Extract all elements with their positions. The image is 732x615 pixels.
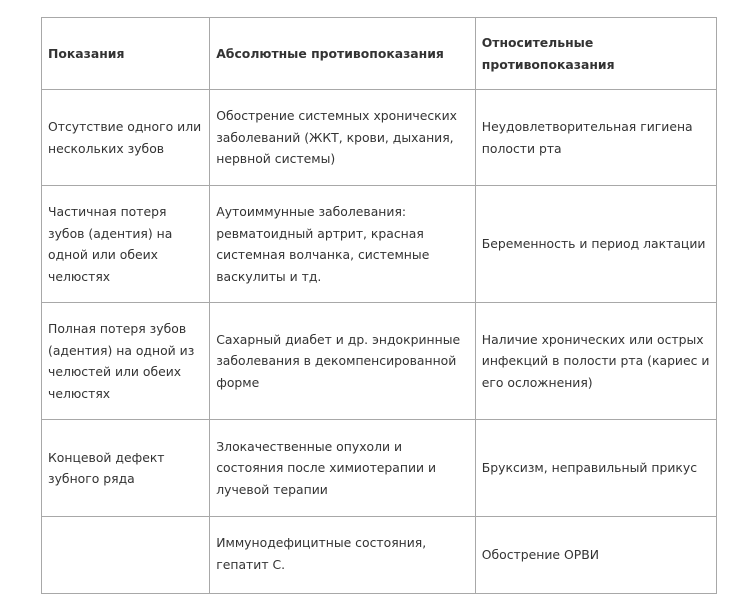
table-cell-absolute: Обострение системных хронических заболеваний (ЖКТ, крови, дыхания, нервной системы)	[210, 90, 476, 186]
table-cell-indication: Отсутствие одного или нескольких зубов	[42, 90, 210, 186]
table-cell-absolute: Злокачественные опухоли и состояния после химиотерапии и лучевой терапии	[210, 420, 476, 517]
table-row	[42, 90, 717, 186]
table-cell-indication: Концевой дефект зубного ряда	[42, 420, 210, 517]
table-cell-relative: Обострение ОРВИ	[475, 517, 716, 594]
header-indications: Показания	[42, 18, 210, 90]
header-absolute-contraindications: Абсолютные противопоказания	[210, 18, 476, 90]
table-cell-relative: Неудовлетворительная гигиена полости рта	[475, 90, 716, 186]
table-cell-absolute: Иммунодефицитные состояния, гепатит С.	[210, 517, 476, 594]
table-row	[42, 303, 717, 420]
table-cell-relative: Бруксизм, неправильный прикус	[475, 420, 716, 517]
table-cell-relative: Беременность и период лактации	[475, 186, 716, 303]
table-row	[42, 186, 717, 303]
table-cell-absolute: Аутоиммунные заболевания: ревматоидный артрит, красная системная волчанка, системные васкулиты и тд.	[210, 186, 476, 303]
table-row	[42, 420, 717, 517]
indications-table	[41, 17, 717, 594]
table-row	[42, 517, 717, 594]
table-cell-indication: Полная потеря зубов (адентия) на одной из челюстей или обеих челюстях	[42, 303, 210, 420]
table-cell-indication	[42, 517, 210, 594]
header-relative-contraindications: Относительные противопоказания	[475, 18, 716, 90]
table-cell-indication: Частичная потеря зубов (адентия) на одной или обеих челюстях	[42, 186, 210, 303]
table-cell-absolute: Сахарный диабет и др. эндокринные заболевания в декомпенсированной форме	[210, 303, 476, 420]
table-cell-relative: Наличие хронических или острых инфекций в полости рта (кариес и его осложнения)	[475, 303, 716, 420]
table-header-row	[42, 18, 717, 90]
